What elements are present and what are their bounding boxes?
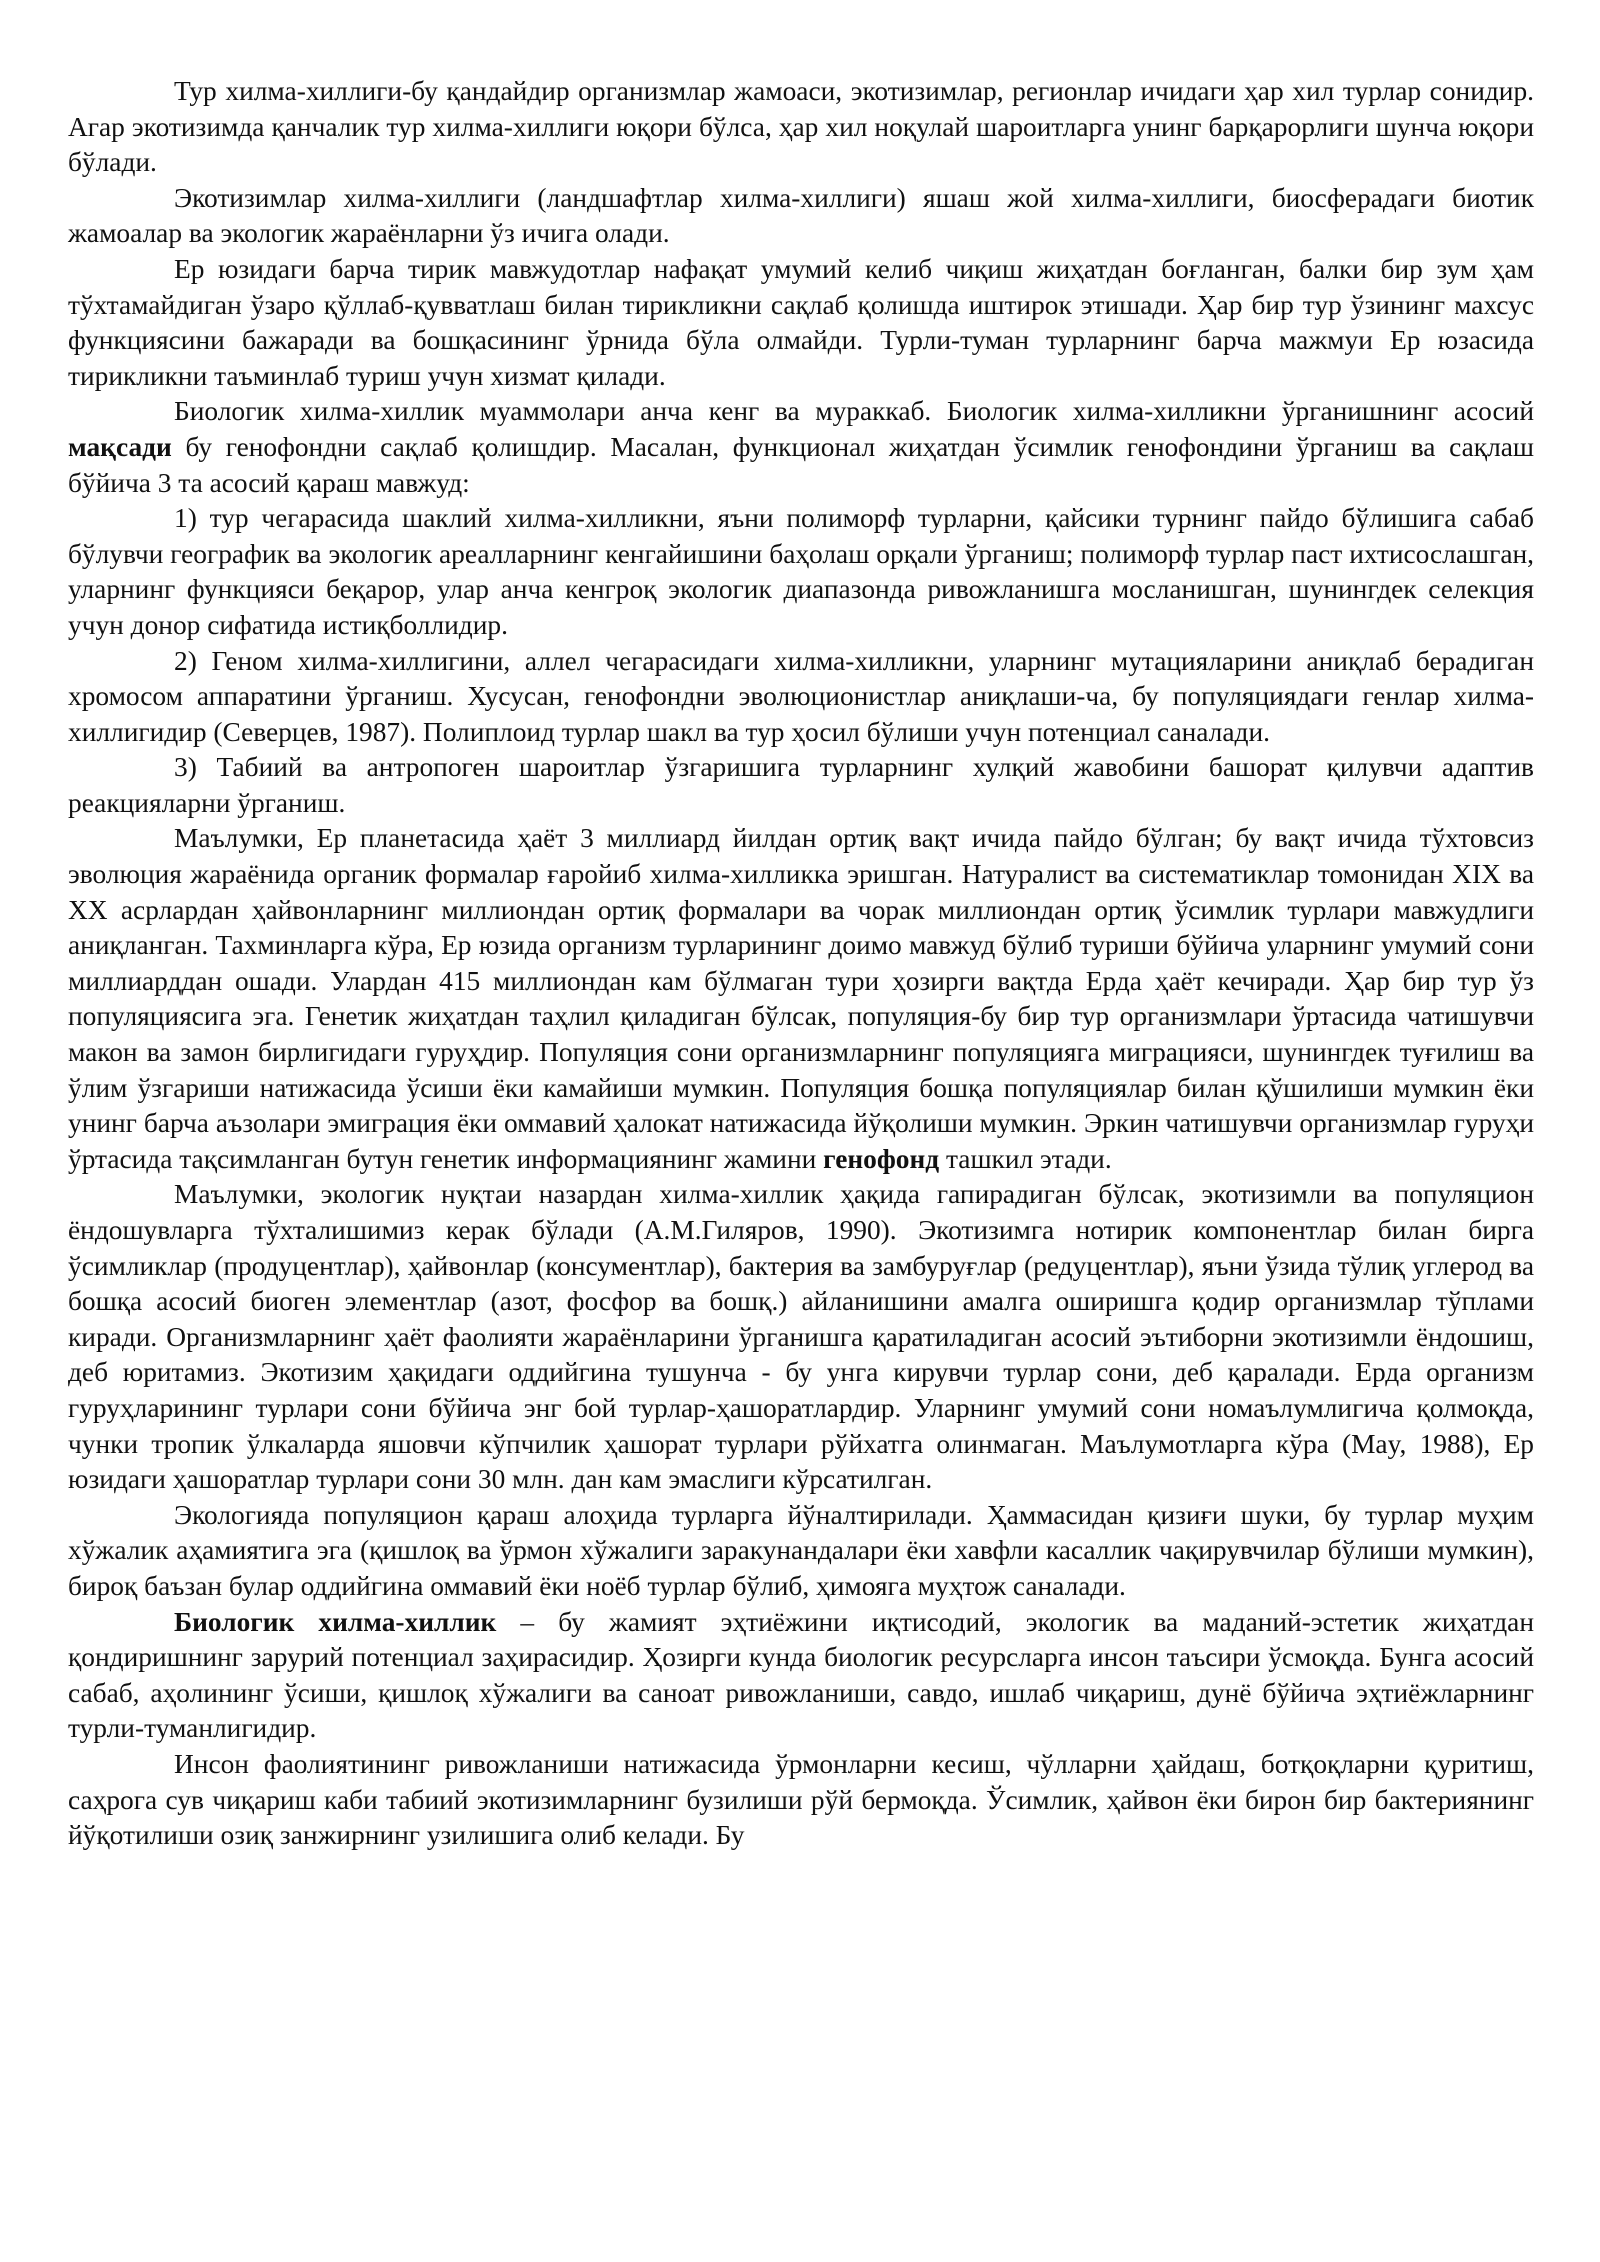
paragraph-text: Маълумки, Ер планетасида ҳаёт 3 миллиард йилдан ортиқ вақт ичида пайдо бўлган; бу вақт ичида тўхтовсиз эволюция жараёнида органик формалар ғаройиб хилма-хилликка эришган. Натуралист ва систематиклар томонидан XIX ва XX асрлардан ҳайвонларнинг миллиондан ортиқ формалари ва чорак миллиондан ортиқ ўсимлик турлари мавжудлиги аниқланган. Тахминларга кўра, Ер юзида организм турларининг доимо мавжуд бўлиб туриши бўйича уларнинг умумий сони миллиарддан ошади. Улардан 415 миллиондан кам бўлмаган тури ҳозирги вақтда Ерда ҳаёт кечиради. Ҳар бир тур ўз популяциясига эга. Генетик жиҳатдан таҳлил қиладиган бўлсак, популяция-бу бир тур организмлари ўртасида чатишувчи макон ва замон бирлигидаги гуруҳдир. Популяция сони организмларнинг популяцияга миграцияси, шунингдек туғилиш ва ўлим ўзгариши натижасида ўсиши ёки камайиши мумкин. Популяция бошқа популяциялар билан қўшилиши мумкин ёки унинг барча аъзолари эмиграция ёки оммавий ҳалокат натижасида йўқолиши мумкин. Эркин чатишувчи организмлар гуруҳи ўртасида тақсимланган бутун генетик информациянинг жамини xyxy=(68,823,1534,1174)
paragraph xyxy=(68,181,1534,252)
paragraph-text: бу генофондни сақлаб қолишдир. Масалан, функционал жиҳатдан ўсимлик генофондини ўрганиш ва сақлаш бўйича 3 та асосий қараш мавжуд: xyxy=(68,431,1534,498)
paragraph-text: ташкил этади. xyxy=(939,1143,1112,1174)
bold-term: Биологик хилма-хиллик xyxy=(174,1606,497,1637)
paragraph-text: Ер юзидаги барча тирик мавжудотлар нафақат умумий келиб чиқиш жиҳатдан боғланган, балки бир зум ҳам тўхтамайдиган ўзаро қўллаб-қувватлаш билан тирикликни сақлаб қолишда иштирок этишади. Ҳар бир тур ўзининг махсус функциясини бажаради ва бошқасининг ўрнида бўла олмайди. Турли-туман турларнинг барча мажмуи Ер юзасида тирикликни таъминлаб туриш учун хизмат қилади. xyxy=(68,253,1534,391)
bold-term: генофонд xyxy=(823,1143,940,1174)
paragraph-text: Экологияда популяцион қараш алоҳида турларга йўналтирилади. Ҳаммасидан қизиғи шуки, бу турлар муҳим хўжалик аҳамиятига эга (қишлоқ ва ўрмон хўжалиги заракунандалари ёки хавфли касаллик чақирувчилар бўлиши мумкин), бироқ баъзан булар оддийгина оммавий ёки ноёб турлар бўлиб, ҳимояга муҳтож саналади. xyxy=(68,1499,1534,1601)
paragraph xyxy=(68,1498,1534,1605)
paragraph-text: Тур хилма-хиллиги-бу қандайдир организмлар жамоаси, экотизимлар, регионлар ичидаги ҳар хил турлар сонидир. Агар экотизимда қанчалик тур хилма-хиллиги юқори бўлса, ҳар хил ноқулай шароитларга унинг барқарорлиги шунча юқори бўлади. xyxy=(68,76,1534,178)
paragraph xyxy=(68,644,1534,751)
bold-term: мақсади xyxy=(68,431,172,462)
paragraph xyxy=(68,750,1534,821)
paragraph xyxy=(68,1747,1534,1854)
paragraph xyxy=(68,821,1534,1177)
document-body xyxy=(68,74,1534,1854)
paragraph xyxy=(68,501,1534,643)
paragraph-text: Маълумки, экологик нуқтаи назардан хилма-хиллик ҳақида гапирадиган бўлсак, экотизимли ва популяцион ёндошувларга тўхталишимиз керак бўлади (А.М.Гиляров, 1990). Экотизимга нотирик компонентлар билан бирга ўсимликлар (продуцентлар), ҳайвонлар (консументлар), бактерия ва замбуруғлар (редуцентлар), яъни ўзида тўлиқ углерод ва бошқа асосий биоген элементлар (азот, фосфор ва бошқ.) айланишини амалга оширишга қодир организмлар тўплами киради. Организмларнинг ҳаёт фаолияти жараёнларини ўрганишга қаратиладиган асосий эътиборни экотизимли ёндошиш, деб юритамиз. Экотизим ҳақидаги оддийгина тушунча - бу унга кирувчи турлар сони, деб қаралади. Ерда организм гуруҳларининг турлари сони бўйича энг бой турлар-ҳашоратлардир. Уларнинг умумий сони номаълумлигича қолмоқда, чунки тропик ўлкаларда яшовчи кўпчилик ҳашорат турлари рўйхатга олинмаган. Маълумотларга кўра (May, 1988), Ер юзидаги ҳашоратлар турлари сони 30 млн. дан кам эмаслиги кўрсатилган. xyxy=(68,1179,1534,1495)
paragraph-text: Биологик хилма-хиллик муаммолари анча кенг ва мураккаб. Биологик хилма-хилликни ўрганишнинг асосий xyxy=(174,396,1534,427)
paragraph-text: Экотизимлар хилма-хиллиги (ландшафтлар хилма-хиллиги) яшаш жой хилма-хиллиги, биосферадаги биотик жамоалар ва экологик жараёнларни ўз ичига олади. xyxy=(68,182,1534,249)
paragraph xyxy=(68,1605,1534,1747)
paragraph xyxy=(68,74,1534,181)
paragraph-text: – бу жамият эҳтиёжини иқтисодий, экологик ва маданий-эстетик жиҳатдан қондиришнинг зарурий потенциал заҳирасидир. Ҳозирги кунда биологик ресурсларга инсон таъсири ўсмоқда. Бунга асосий сабаб, аҳолининг ўсиши, қишлоқ хўжалиги ва саноат ривожланиши, савдо, ишлаб чиқариш, дунё бўйича эҳтиёжларнинг турли-туманлигидир. xyxy=(68,1606,1534,1744)
paragraph-text: 1) тур чегарасида шаклий хилма-хилликни, яъни полиморф турларни, қайсики турнинг пайдо бўлишига сабаб бўлувчи географик ва экологик ареалларнинг кенгайишини баҳолаш орқали ўрганиш; полиморф турлар паст ихтисослашган, уларнинг функцияси беқарор, улар анча кенгроқ экологик диапазонда ривожланишга мосланишган, шунингдек селекция учун донор сифатида истиқболлидир. xyxy=(68,503,1534,640)
paragraph-text: Инсон фаолиятининг ривожланиши натижасида ўрмонларни кесиш, чўлларни ҳайдаш, ботқоқларни қуритиш, саҳрога сув чиқариш каби табиий экотизимларнинг бузилиши рўй бермоқда. Ўсимлик, ҳайвон ёки бирон бир бактериянинг йўқотилиши озиқ занжирнинг узилишига олиб келади. Бу xyxy=(68,1748,1534,1851)
paragraph-text: 2) Геном хилма-хиллигини, аллел чегарасидаги хилма-хилликни, уларнинг мутацияларини аниқлаб берадиган хромосом аппаратини ўрганиш. Хусусан, генофондни эволюционистлар аниқлаши-ча, бу популяциядаги генлар хилма-хиллигидир (Северцев, 1987). Полиплоид турлар шакл ва тур ҳосил бўлиши учун потенциал саналади. xyxy=(68,645,1534,747)
paragraph xyxy=(68,1177,1534,1497)
paragraph xyxy=(68,252,1534,394)
paragraph xyxy=(68,394,1534,501)
paragraph-text: 3) Табиий ва антропоген шароитлар ўзгаришига турларнинг хулқий жавобини башорат қилувчи адаптив реакцияларни ўрганиш. xyxy=(68,752,1534,818)
